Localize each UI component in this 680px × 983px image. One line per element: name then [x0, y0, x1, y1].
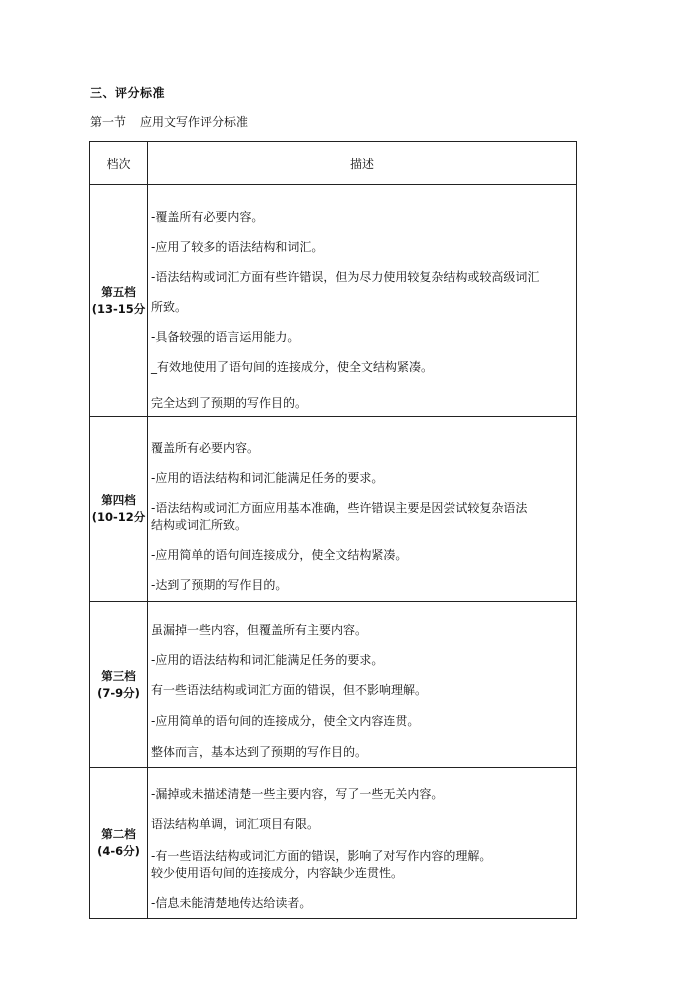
description-line: -语法结构或词汇方面有些许错误，但为尽力使用较复杂结构或较高级词汇	[151, 269, 540, 284]
description-line: -应用的语法结构和词汇能满足任务的要求。	[151, 653, 384, 667]
description-line: -漏掉或未描述清楚一些主要内容，写了一些无关内容。	[151, 787, 444, 801]
table-row	[90, 602, 577, 768]
description-line: -覆盖所有必要内容。	[151, 209, 264, 224]
description-line: -信息未能清楚地传达给读者。	[151, 896, 312, 910]
level-cell	[90, 417, 148, 602]
section-heading: 三、评分标准	[90, 86, 166, 100]
description-cell	[148, 768, 577, 919]
level-name: 第三档	[101, 668, 136, 683]
description-line: -应用的语法结构和词汇能满足任务的要求。	[151, 470, 384, 485]
level-range: (4-6分)	[97, 844, 140, 858]
level-cell	[90, 602, 148, 768]
description-line: -应用简单的语句间的连接成分，使全文内容连贯。	[151, 714, 420, 728]
table-row	[90, 417, 577, 602]
description-line: -应用了较多的语法结构和词汇。	[151, 239, 324, 254]
description-line: 较少使用语句间的连接成分，内容缺少连贯性。	[151, 866, 404, 880]
level-range: (13-15分	[91, 301, 146, 316]
level-range: (7-9分)	[97, 685, 140, 700]
section-subheading	[90, 113, 248, 130]
subheading-part: 第一节	[90, 115, 127, 129]
description-line: 语法结构单调，词汇项目有限。	[151, 817, 320, 831]
level-name: 第二档	[101, 827, 136, 841]
description-line: 完全达到了预期的写作目的。	[151, 395, 308, 410]
header-description: 描述	[148, 142, 577, 185]
header-level: 档次	[90, 142, 148, 185]
description-line: _有效地使用了语句间的连接成分，使全文结构紧凑。	[151, 359, 434, 374]
description-line: 所致。	[151, 299, 188, 314]
level-cell	[90, 768, 148, 919]
subheading-title: 应用文写作评分标准	[140, 115, 249, 129]
description-line: 结构或词汇所致。	[151, 517, 248, 532]
description-line: -有一些语法结构或词汇方面的错误，影响了对写作内容的理解。	[151, 849, 492, 863]
description-cell	[148, 602, 577, 768]
description-cell	[148, 417, 577, 602]
level-name: 第四档	[101, 493, 136, 507]
description-cell	[148, 185, 577, 417]
description-line: 有一些语法结构或词汇方面的错误，但不影响理解。	[151, 683, 428, 697]
scoring-table	[89, 141, 577, 919]
level-range: (10-12分	[91, 510, 146, 524]
description-line: 虽漏掉一些内容，但覆盖所有主要内容。	[151, 623, 368, 637]
description-line: -达到了预期的写作目的。	[151, 577, 288, 592]
description-line: -应用简单的语句间连接成分，使全文结构紧凑。	[151, 547, 408, 562]
table-row	[90, 768, 577, 919]
description-line: 整体而言，基本达到了预期的写作目的。	[151, 745, 368, 759]
description-line: -语法结构或词汇方面应用基本准确，些许错误主要是因尝试较复杂语法	[151, 500, 528, 515]
description-line: 覆盖所有必要内容。	[151, 440, 260, 455]
table-header-row	[90, 142, 577, 185]
level-name: 第五档	[101, 284, 136, 299]
table-row	[90, 185, 577, 417]
level-cell	[90, 185, 148, 417]
description-line: -具备较强的语言运用能力。	[151, 329, 300, 344]
